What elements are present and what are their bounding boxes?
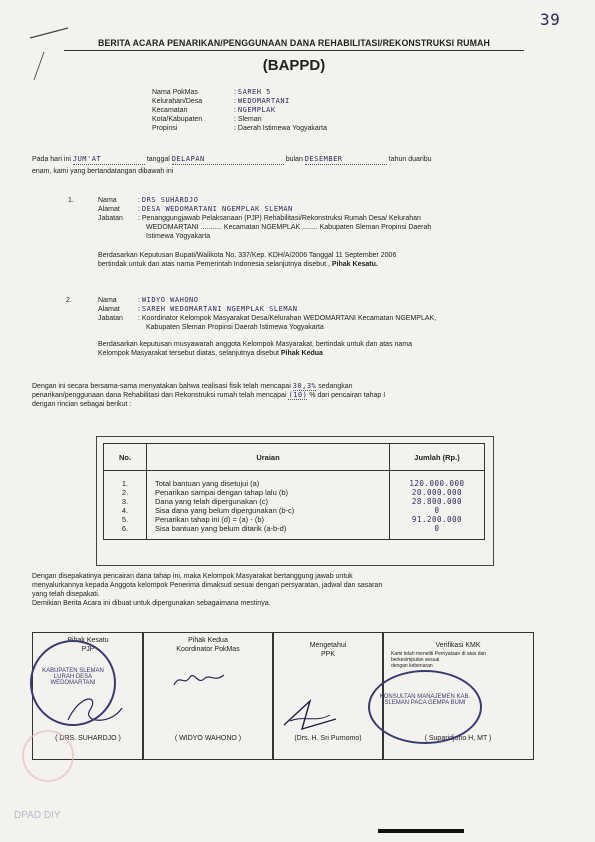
signer-1-name: ( DRS. SUHARDJO ): [55, 735, 121, 742]
signature-3: [280, 695, 340, 735]
consultant-stamp: KONSULTAN MANAJEMEN KAB. SLEMAN PACA GEMPA BUMI: [368, 670, 482, 744]
identity-labels: [152, 88, 202, 133]
col-header-uraian: Uraian: [147, 444, 390, 471]
verification-note: Kami telah meneliti Pernyataan di atas dan berkesimpulan sesuai dengan kebenaran: [391, 651, 487, 669]
signer-2-name: ( WIDYO WAHONO ): [174, 735, 242, 742]
signature-box-pihak-kedua: Pihak Kedua Koordinator PokMas ( WIDYO WAHONO ): [142, 632, 274, 760]
village-stamp: KABUPATEN SLEMAN LURAH DESA WEDOMARTANI: [30, 640, 116, 726]
fund-progress: (10): [288, 391, 308, 399]
party1-number: 1.: [68, 197, 74, 204]
value-kecamatan: NGEMPLAK: [237, 106, 276, 114]
col-header-jumlah: Jumlah (Rp.): [390, 444, 485, 471]
opening-line-2: enam, kami yang bertandatangan dibawah ini: [32, 168, 174, 175]
label-nama-pokmas: Nama PokMas: [152, 89, 198, 96]
label-kecamatan: Kecamatan: [152, 107, 188, 114]
signer-4-name: ( Suparidjono H, MT ): [424, 735, 492, 742]
signature-2: [170, 665, 230, 695]
party1-name: DRS SUHARDJO: [141, 196, 199, 204]
opening-line: Pada hari ini JUM'AT tanggal DELAPAN bulan DESEMBER tahun duaribu: [32, 155, 432, 163]
opening-month: DESEMBER: [305, 155, 387, 165]
value-kabupaten: Sleman: [237, 116, 262, 123]
party1-jabatan-1: : Penanggungjawab Pelaksanaan (PJP) Rehabilitasi/Rekonstruksi Rumah Desa/ Kelurahan: [138, 215, 421, 222]
row-uraian-cell: Total bantuan yang disetujui (a) Penarikan sampai dengan tahap lalu (b) Dana yang telah dipergunakan (c) Sisa dana yang belum dipergunakan (b-c) Penarikan tahap ini (d) = (a) - (b) Sisa bantuan yang belum ditarik (a-b-d): [147, 471, 390, 540]
identity-values: : SAREH 5 : WEDOMARTANI : NGEMPLAK : Sleman : Daerah Istimewa Yogyakarta: [234, 88, 327, 132]
signature-box-mengetahui: Mengetahui PPK (Drs. H. Sri Purnomo): [272, 632, 384, 760]
row-no-cell: 1. 2. 3. 4. 5. 6.: [104, 471, 147, 540]
watermark: DPAD DIY: [14, 810, 61, 821]
document-title: BERITA ACARA PENARIKAN/PENGGUNAAN DANA REHABILITASI/REKONSTRUKSI RUMAH: [98, 38, 490, 48]
party2-jabatan-2: Kabupaten Sleman Propinsi Daerah Istimewa Yogyakarta: [146, 324, 324, 331]
party1-values: : DRS SUHARDJO : DESA WEDOMARTANI NGEMPLAK SLEMAN : Penanggungjawab Pelaksanaan (PJP) Rehabilitasi/Rekonstruksi Rumah Desa/ Kelurahan WEDOMARTANI ........... Kecamatan NGEMPLAK ........ Kabupaten Sleman Propinsi Daerah Istimewa Yogyakarta: [138, 196, 568, 241]
value-kelurahan: WEDOMARTANI: [237, 97, 290, 105]
party1-jabatan-3: Istimewa Yogyakarta: [146, 233, 211, 240]
document-title-block: [64, 38, 524, 74]
label-propinsi: Propinsi: [152, 125, 178, 132]
value-nama-pokmas: SAREH 5: [237, 88, 271, 96]
statement: Dengan ini secara bersama-sama menyatakan bahwa realisasi fisik telah mencapai 30,3% sedangkan penarikan/penggunaan dana Rehabilitasi dan Rekonstruksi rumah telah mencapai (10) % dari pencairan tahap I dengan rincian sebagai berikut :: [32, 382, 386, 408]
signature-box-pihak-kesatu: Pihak Kesatu PJP ( DRS. SUHARDJO ): [32, 632, 144, 760]
party2-name: WIDYO WAHONO: [141, 296, 199, 304]
col-header-no: No.: [104, 444, 147, 471]
party2-address: SAREH WEDOMARTANI NGEMPLAK SLEMAN: [141, 305, 298, 313]
party1-jabatan-2: WEDOMARTANI ........... Kecamatan NGEMPLAK ........ Kabupaten Sleman Propinsi Daerah: [146, 224, 432, 231]
page-number: 39: [540, 10, 561, 29]
archive-logo: [22, 730, 74, 782]
party1-labels: Nama Alamat Jabatan: [98, 197, 123, 222]
signature-box-verifikasi: Verifikasi KMK Kami telah meneliti Pernyataan di atas dan berkesimpulan sesuai dengan kebenaran ( Suparidjono H, MT ): [382, 632, 534, 760]
table-row: [104, 471, 485, 540]
opening-day: JUM'AT: [73, 155, 145, 165]
party1-address: DESA WEDOMARTANI NGEMPLAK SLEMAN: [141, 205, 293, 213]
value-propinsi: Daerah Istimewa Yogyakarta: [237, 125, 327, 132]
party2-number: 2.: [66, 297, 72, 304]
party2-basis: Berdasarkan keputusan musyawarah anggota Kelompok Masyarakat, bertindak untuk dan atas nama Kelompok Masyarakat tersebut diatas, selanjutnya disebut Pihak Kedua: [98, 341, 413, 357]
rincian-table: [103, 443, 485, 540]
label-kelurahan: Kelurahan/Desa: [152, 98, 203, 105]
label-kabupaten: Kota/Kabupaten: [152, 116, 203, 123]
opening-date: DELAPAN: [172, 155, 284, 165]
document-subtitle: (BAPPD): [262, 57, 326, 74]
party2-jabatan-1: : Koordinator Kelompok Masyarakat Desa/Kelurahan WEDOMARTANI Kecamatan NGEMPLAK,: [138, 315, 437, 322]
row-jumlah-cell: 120.000.000 20.000.000 28.800.000 0 91.200.000 0: [390, 471, 485, 540]
physical-progress: 30,3%: [292, 382, 317, 390]
signer-3-name: (Drs. H. Sri Purnomo): [294, 735, 362, 742]
closing-paragraph: Dengan disepakatinya pencairan dana tahap ini, maka Kelompok Masyarakat bertanggung jawab untuk menyalurkannya kepada Anggota kelompok Penerima dimaksud sesuai dengan persyaratan, jadwal dan sasaran yang telah disepakati. Demikian Berita Acara ini dibuat untuk dipergunakan sebagaimana mestinya.: [32, 573, 383, 607]
party2-values: : WIDYO WAHONO : SAREH WEDOMARTANI NGEMPLAK SLEMAN : Koordinator Kelompok Masyarakat Desa/Kelurahan WEDOMARTANI Kecamatan NGEMPLAK, Kabupaten Sleman Propinsi Daerah Istimewa Yogyakarta: [138, 296, 578, 332]
scan-edge: [378, 829, 464, 833]
party2-labels: Nama Alamat Jabatan: [98, 297, 123, 322]
party1-basis: Berdasarkan Keputusan Bupati/Walikota No. 337/Kep. KDH/A/2006 Tanggal 11 September 2006 bertindak untuk dan atas nama Pemerintah Indonesia selanjutnya disebut , Pihak Kesatu.: [98, 252, 397, 268]
